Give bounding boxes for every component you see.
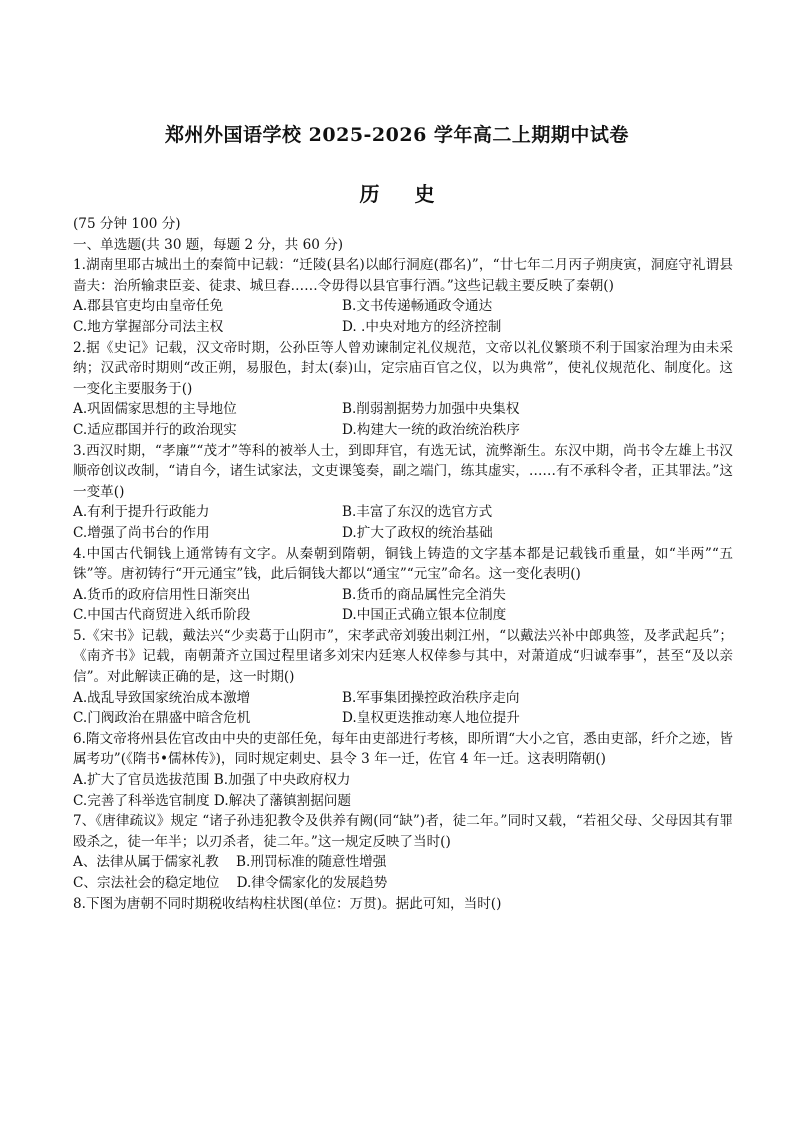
option-row [73,523,733,544]
question-5 [73,626,733,729]
exam-content [73,214,733,914]
option-a: A.有利于提升行政能力 [73,504,210,521]
option-a: A.巩固儒家思想的主导地位 [73,401,237,418]
question-6 [73,729,733,811]
question-stem: 7、《唐律疏议》规定 “诸子孙违犯教令及供养有阙(同“缺”)者，徒二年。”同时又载，“若祖父母、父母因其有罪殴杀之，徒一年半；以刃杀者，徒二年。”这一规定反映了当时() [73,813,733,850]
question-stem: 6.隋文帝将州县佐官改由中央的吏部任免，每年由吏部进行考核，即所谓“大小之官，悉由吏部，纤介之迹，皆属考功”(《隋书•儒林传》)，同时规定刺史、县令 3 年一迁，佐官 4 年一迁。这表明隋朝() [73,730,733,768]
exam-title: 郑州外国语学校 2025-2026 学年高二上期期中试卷 [165,124,629,146]
question-stem: 3.西汉时期，“孝廉”“茂才”等科的被举人士，到即拜官，有选无试，流弊渐生。东汉中期，尚书令左雄上书汉顺帝创议改制，“请自今，诸生试家法，文吏课笺奏，副之端门，练其虚实，……有不承科令者，正其罪法。”这一变革() [73,442,733,500]
question-stem: 4.中国古代铜钱上通常铸有文字。从秦朝到隋朝，铜钱上铸造的文字基本都是记载钱币重量，如“半两”“五铢”等。唐初铸行“开元通宝”钱，此后铜钱大都以“通宝”“元宝”命名。这一变化表明() [73,545,733,583]
option-a: A.郡县官吏均由皇帝任免 [73,298,224,315]
question-7 [73,811,733,893]
time-score-info: (75 分钟 100 分) [73,216,181,232]
option-d: D.构建大一统的政治统治秩序 [342,421,520,438]
section-heading: 一、单选题(共 30 题，每题 2 分，共 60 分) [73,236,344,253]
option-row [73,296,733,317]
question-stem: 5.《宋书》记载，戴法兴“少卖葛于山阴市”，宋孝武帝刘骏出刺江州，“以戴法兴补中郎典签，及孝武起兵”；《南齐书》记载，南朝萧齐立国过程里诸多刘宋内廷寒人权倖参与其中，对萧道成“归诚奉事”，甚至“及以亲信”。对此解读正确的是，这一时期() [73,627,733,686]
option-c: C.适应郡国并行的政治现实 [73,421,237,438]
option-d: D.扩大了政权的统治基础 [342,524,493,541]
option-row [73,317,733,338]
option-c: C.地方掌握部分司法主权 [73,318,224,335]
option-row-cd: C.完善了科举选官制度 D.解决了藩镇割据问题 [73,792,351,809]
question-stem: 8.下图为唐朝不同时期税收结构柱状图(单位：万贯)。据此可知，当时() [73,895,502,912]
question-3 [73,441,733,544]
question-stem: 2.据《史记》记载，汉文帝时期，公孙臣等人曾劝谏制定礼仪规范，文帝以礼仪繁琐不利于国家治理为由未采纳；汉武帝时期则“改正朔，易服色，封太(泰)山，定宗庙百官之仪，以为典常”，使礼仪规范化、制度化。这一变化主要服务于() [73,339,733,397]
option-row [73,585,733,606]
option-row-ab: A.扩大了官员选拔范围 B.加强了中央政府权力 [73,772,351,789]
question-stem: 1.湖南里耶古城出土的秦简中记载：“迁陵(县名)以邮行洞庭(郡名)”，“廿七年二月丙子朔庚寅，洞庭守礼谓县啬夫：治所输隶臣妾、徒隶、城旦舂……令毋得以县官事行酒。”这些记载主要反映了秦朝() [73,257,733,294]
option-b: B.削弱割据势力加强中央集权 [342,401,520,418]
option-b: B.丰富了东汉的选官方式 [342,504,493,521]
option-row-cd: C、宗法社会的稳定地位 D.律令儒家化的发展趋势 [73,875,388,891]
option-b: B.货币的商品属性完全消失 [342,586,506,603]
option-row [73,420,733,441]
option-b: B.军事集团操控政治秩序走向 [342,689,520,706]
option-c: C.中国古代商贸进入纸币阶段 [73,607,251,624]
option-b: B.文书传递畅通政令通达 [342,298,493,315]
question-8 [73,894,733,915]
option-c: C.门阀政治在鼎盛中暗含危机 [73,710,251,727]
question-4 [73,544,733,626]
option-d: D.中国正式确立银本位制度 [342,607,507,624]
option-row [73,605,733,626]
option-c: C.增强了尚书台的作用 [73,524,210,541]
question-1 [73,255,733,337]
option-row [73,708,733,729]
option-a: A.货币的政府信用性日渐突出 [73,586,251,603]
option-row [73,688,733,709]
option-row-ab: A、法律从属于儒家礼教 B.刑罚标准的随意性增强 [73,854,387,871]
option-d: D. .中央对地方的经济控制 [342,318,502,335]
option-d: D.皇权更迭推动寒人地位提升 [342,710,520,727]
option-row [73,399,733,420]
question-2 [73,338,733,441]
subject-heading: 历 史 [359,182,449,206]
option-row [73,502,733,523]
option-a: A.战乱导致国家统治成本激增 [73,689,251,706]
